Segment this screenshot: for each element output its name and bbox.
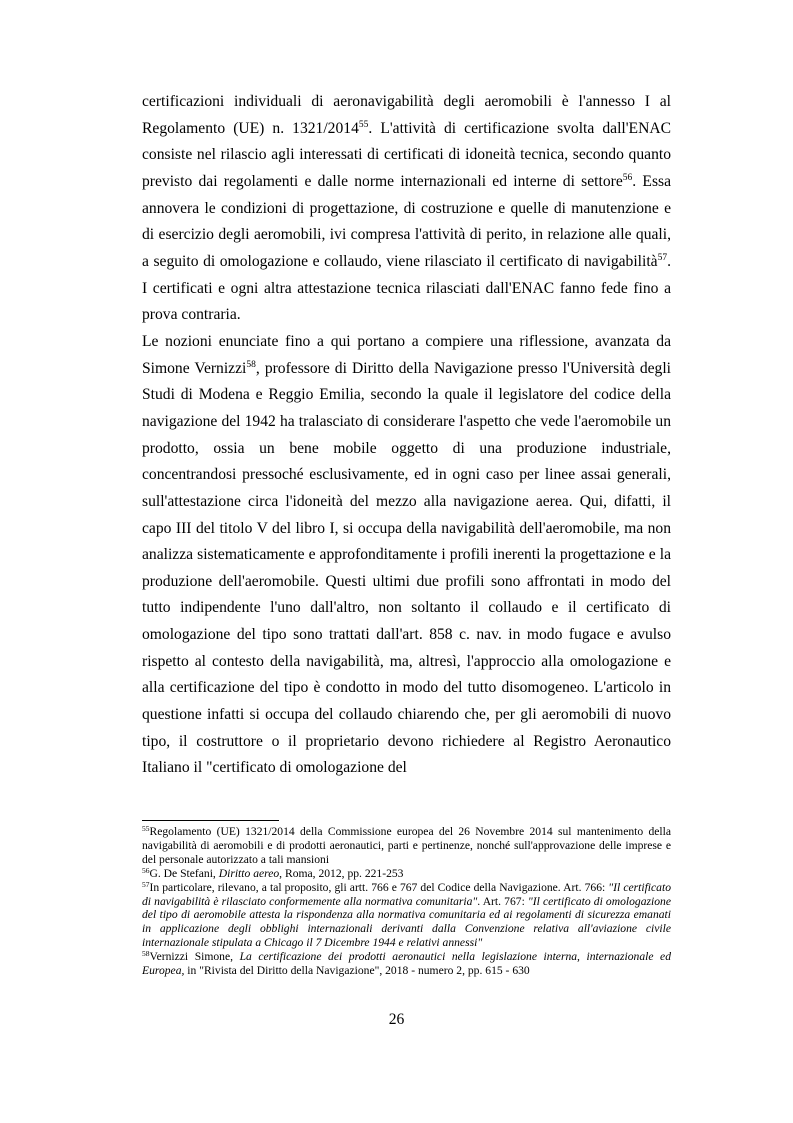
- paragraph: [142, 329, 671, 782]
- footnote-quote: "Il certificato di navigabilità è rilasciato conformemente alla normativa comunitaria": [142, 880, 671, 908]
- footnote-text: G. De Stefani,: [149, 866, 219, 880]
- footnote-ref-58: 58: [246, 359, 256, 370]
- page-number: 26: [388, 1011, 405, 1028]
- footnote-separator: [142, 820, 279, 821]
- text-run: . L'attività di certificazione svolta dall'ENAC consiste nel rilascio agli interessati di certificati di idoneità tecnica, secondo quanto previsto dai regolamenti e dalle norme internazionali ed interne di settore: [142, 119, 672, 190]
- footnote-text: Regolamento (UE) 1321/2014 della Commissione europea del 26 Novembre 2014 sul mantenimento della navigabilità di aeromobili e di prodotti aeronautici, parti e pertinenze, nonché sull'approvazione delle imprese e del personale autorizzato a tali mansioni: [142, 825, 671, 866]
- footnote-56: [142, 867, 671, 881]
- footnote-number: 57: [142, 879, 150, 889]
- footnote-ref-56: 56: [622, 172, 633, 183]
- footnote-number: 56: [142, 865, 150, 875]
- footnote-57: [142, 881, 671, 951]
- footnote-text: . Art. 767:: [477, 894, 528, 908]
- footnote-text: in "Rivista del Diritto della Navigazione", 2018 - numero 2, pp. 615 - 630: [184, 964, 530, 978]
- footnote-title: La certificazione dei prodotti aeronautici nella legislazione interna, internazionale ed Europea,: [142, 950, 671, 978]
- footnote-ref-55: 55: [358, 119, 369, 130]
- footnote-number: 55: [142, 824, 150, 833]
- text-run: certificazioni individuali di aeronavigabilità degli aeromobili è l'annesso I al Regolamento (UE) n. 1321/2014: [142, 93, 671, 137]
- footnotes: [142, 825, 671, 978]
- paragraph: [142, 89, 671, 329]
- footnote-text: In particolare, rilevano, a tal proposito, gli artt. 766 e 767 del Codice della Navigazione. Art. 766:: [149, 880, 609, 894]
- footnote-number: 58: [142, 949, 150, 959]
- footnote-ref-57: 57: [657, 252, 668, 263]
- footnote-58: [142, 950, 671, 978]
- footnote-text: Vernizzi Simone,: [149, 950, 240, 964]
- footnote-55: [142, 825, 671, 867]
- main-text: [142, 89, 671, 782]
- text-run: , professore di Diritto della Navigazione presso l'Università degli Studi di Modena e Reggio Emilia, secondo la quale il legislatore del codice della navigazione del 1942 ha tralasciato di considerare l'aspetto che vede l'aeromobile un prodotto, ossia un bene mobile oggetto di una produzione industriale, concentrandosi pressoché esclusivamente, ed in ogni caso per linee assai generali, sull'attestazione circa l'idoneità del mezzo alla navigazione aerea. Qui, difatti, il capo III del titolo V del libro I, si occupa della navigabilità dell'aeromobile, ma non analizza sistematicamente e approfonditamente i profili inerenti la progettazione e la produzione dell'aeromobile. Questi ultimi due profili sono affrontati in modo del tutto indipendente l'uno dall'altro, non soltanto il collaudo e il certificato di omologazione del tipo sono trattati dall'art. 858 c. nav. in modo fugace e avulso rispetto al contesto della navigabilità, ma, altresì, l'approccio alla omologazione e alla certificazione del tipo è condotto in modo del tutto disomogeneo. L'articolo in questione infatti si occupa del collaudo chiarendo che, per gli aeromobili di nuovo tipo, il costruttore o il proprietario devono richiedere al Registro Aeronautico Italiano il "certificato di omologazione del: [142, 359, 671, 777]
- footnote-text: , Roma, 2012, pp. 221-253: [279, 866, 404, 880]
- footnote-title: Diritto aereo: [218, 866, 280, 880]
- text-run: . I certificati e ogni altra attestazione tecnica rilasciati dall'ENAC fanno fede fino a prova contraria.: [142, 252, 671, 324]
- footnote-quote: "Il certificato di omologazione del tipo di aeromobile attesta la rispondenza alla normativa comunitaria ed ai regolamenti di sicurezza emanati in applicazione degli obblighi internazionali derivanti dalla Convenzione relativa all'aviazione civile internazionale stipulata a Chicago il 7 Dicembre 1944 e relativi annessi": [142, 894, 671, 950]
- text-run: Le nozioni enunciate fino a qui portano a compiere una riflessione, avanzata da Simone Vernizzi: [142, 332, 671, 377]
- text-run: . Essa annovera le condizioni di progettazione, di costruzione e quelle di manutenzione e di esercizio degli aeromobili, ivi compresa l'attività di perito, in relazione alle quali, a seguito di omologazione e collaudo, viene rilasciato il certificato di navigabilità: [142, 172, 671, 270]
